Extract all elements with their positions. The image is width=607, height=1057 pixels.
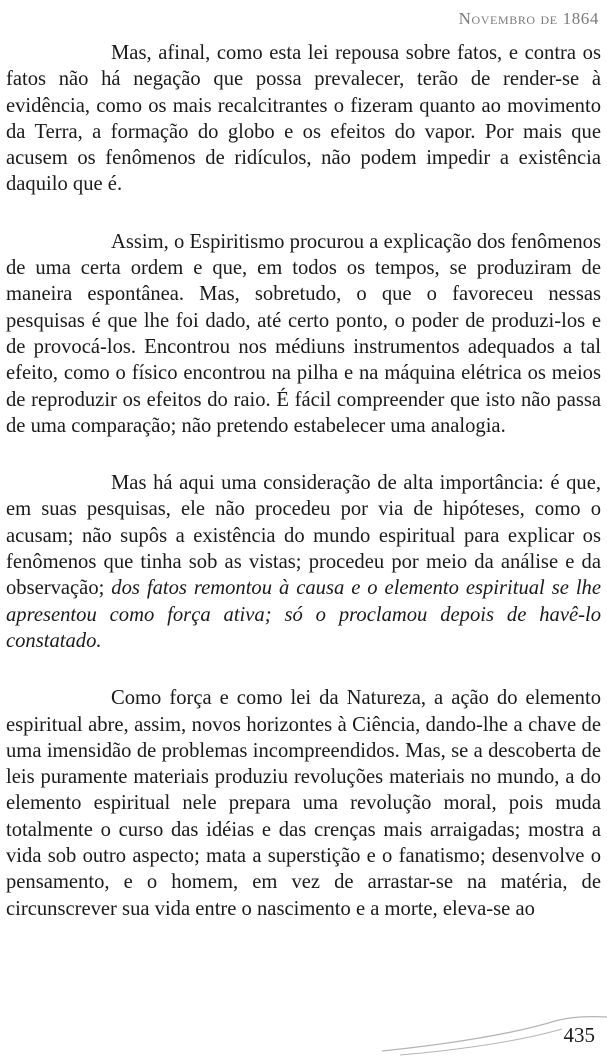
paragraph-4: Como força e como lei da Natureza, a ação do elemento espiritual abre, assim, novos horizontes à Ciência, dando-lhe a chave de uma imensidão de problemas incompreendidos. Mas, se a descoberta de leis puramente materiais produziu revoluções materiais no mundo, a do elemento espiritual nele prepara uma revolução moral, pois muda totalmente o curso das idéias e das crenças mais arraigadas; mostra a vida sob outro aspecto; mata a superstição e o fanatismo; desenvolve o pensamento, e o homem, em vez de arrastar-se na matéria, de circunscrever sua vida entre o nascimento e a morte, eleva-se ao bbox=[6, 687, 601, 920]
running-header: Novembro de 1864 bbox=[458, 9, 599, 28]
paragraph-1: Mas, afinal, como esta lei repousa sobre fatos, e contra os fatos não há negação que possa prevalecer, terão de render-se à evidência, como os mais recalcitrantes o fizeram quanto ao movimento da Terra, a formação do globo e os efeitos do vapor. Por mais que acusem os fenômenos de ridículos, não podem impedir a existência daquilo que é. bbox=[6, 42, 601, 196]
paragraph-2: Assim, o Espiritismo procurou a explicação dos fenômenos de uma certa ordem e que, em todos os tempos, se produziram de maneira espontânea. Mas, sobretudo, o que o favoreceu nessas pesquisas é que lhe foi dado, até certo ponto, o poder de produzi-los e de provocá-los. Encontrou nos médiuns instrumentos adequados a tal efeito, como o físico encontrou na pilha e na máquina elétrica os meios de reproduzir os efeitos do raio. É fácil compreender que isto não passa de uma comparação; não pretendo estabelecer uma analogia. bbox=[6, 230, 601, 437]
paragraph-3 bbox=[6, 470, 601, 654]
paragraph-3-italic-text: dos fatos remontou à causa e o elemento espiritual se lhe apresentou como força ativa; só o proclamou depois de havê-lo constatado. bbox=[6, 577, 601, 652]
ornament-curve-inner bbox=[400, 1029, 562, 1055]
body-text bbox=[6, 40, 601, 922]
page-number: 435 bbox=[563, 1023, 595, 1047]
paragraph-3-text: Mas há aqui uma consideração de alta importância: é que, em suas pesquisas, ele não procedeu por via de hipóteses, como o acusam; não supôs a existência do mundo espiritual para explicar os fenômenos que tinha sob as vistas; procedeu por meio da análise e da observação; bbox=[6, 472, 601, 600]
